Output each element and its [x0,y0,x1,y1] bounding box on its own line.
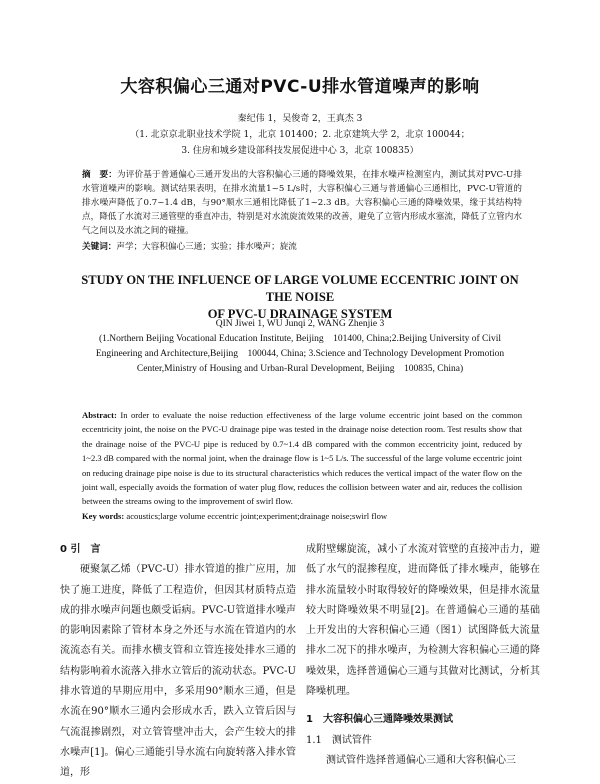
abstract-en-text: In order to evaluate the noise reduction effectiveness of the large volume eccentric joint based on the common eccentricity joint, the noise on the PVC-U drainage pipe was tested in the drainage noise detection room. Test results show that the drainage noise of the PVC-U pipe is reduced by 0.7~1.4 dB compared with the common eccentricity joint, reduced by 1~2.3 dB compared with the normal joint, when the drainage flow is 1~5 L/s. The successful of the large volume eccentric joint on reducing drainage pipe noise is due to its structural characteristics which reduces the vertical impact of the water flow on the joint wall, especially avoids the formation of water plug flow, reduces the collision between water and air, reduces the collision between the streams owing to the improvement of swirl flow. [82,410,522,507]
intro-paragraph-left: 硬聚氯乙烯（PVC-U）排水管道的推广应用，加快了施工进度，降低了工程造价，但因其材质特点造成的排水噪声问题也颇受诟病。PVC-U管道排水噪声的影响因素除了管材本身之外还与水流在管道内的水流流态有关。而排水横支管和立管连接处排水三通的结构影响着水流落入排水立管后的流动状态。PVC-U排水管道的早期应用中，多采用90°顺水三通，但是水流在90°顺水三通内会形成水舌，跌入立管后因与气流混掺剧烈，对立管管壁冲击大，会产生较大的排水噪声[1]。偏心三通能引导水流右向旋转落入排水管道，形 [60,564,296,779]
paper-title-cn: 大容积偏心三通对PVC-U排水管道噪声的影响 [120,77,480,97]
abstract-en-label: Abstract: [82,410,117,420]
affiliation-cn-line-1: （1. 北京京北职业技术学院 1，北京 101400；2. 北京建筑大学 2，北京 100044； [130,130,470,140]
paper-title-en-line-1: STUDY ON THE INFLUENCE OF LARGE VOLUME ECCENTRIC JOINT ON THE NOISE [81,273,519,304]
authors-en: QIN Jiwei 1, WU Junqi 2, WANG Zhenjie 3 [215,319,385,329]
intro-paragraph-right: 成附壁螺旋流，减小了水流对管壁的直接冲击力，避低了水气的混掺程度，进而降低了排水噪声，能够在排水流量较小时取得较好的降噪效果，但是排水流量较大时降噪效果不明显[2]。在普通偏心三通的基础上开发出的大容积偏心三通（图1）试图降低大流量排水二况下的排水噪声，为检测大容积偏心三通的降噪效果，选择普通偏心三通与其做对比测试，分析其降噪机理。 [306,544,540,698]
authors-cn: 秦纪伟 1，吴俊奇 2，王真杰 3 [237,114,363,124]
body-column-left [60,540,296,784]
affiliation-en-line-2: Engineering and Architecture,Beijing 100044, China; 3.Science and Technology Development Promotion [95,349,505,359]
abstract-en [82,408,522,523]
keywords-en-label: Key words: [82,510,125,521]
affiliation-cn-line-2: 3. 住房和城乡建设部科技发展促进中心 3，北京 100835） [181,146,419,156]
paper-title-en [70,272,530,323]
body-column-right [306,540,540,771]
affiliation-en-line-1: (1.Northern Beijing Vocational Education Institute, Beijing 101400, China;2.Beijing University of Civil [98,334,502,344]
section-0-heading: 0 引 言 [60,544,101,555]
keywords-en-text: acoustics;large volume eccentric joint;experiment;drainage noise;swirl flow [126,510,388,521]
paper-title-en-line-2: OF PVC-U DRAINAGE SYSTEM [207,307,393,321]
section-1-heading: 1 大容积偏心三通降噪效果测试 [306,714,453,726]
abstract-cn [82,168,522,238]
keywords-cn-label: 关键词： [82,242,117,252]
keywords-cn [82,240,522,254]
section-1-1-heading: 1.1 测试管件 [306,734,372,746]
abstract-cn-label: 摘 要： [82,170,118,180]
section-1-1-text: 测试管件选择普通偏心三通和大容积偏心三 [326,754,516,766]
keywords-cn-text: 声学；大容积偏心三通；实验；排水噪声；旋流 [116,242,297,252]
abstract-cn-text: 为评价基于普通偏心三通开发出的大容积偏心三通的降噪效果，在排水噪声检测室内，测试其对PVC-U排水管道噪声的影响。测试结果表明，在排水流量1~5 L/s时，大容积偏心三通与普通偏心三通相比，PVC-U管道的排水噪声降低了0.7~1.4 dB，与90°顺水三通相比降低了1~2.3 dB。大容积偏心三通的降噪效果，缘于其结构特点，降低了水流对三通管壁的垂直冲击，特别是对水流旋流效果的改善，避免了立管内形成水塞流，降低了立管内水气之间以及水流之间的碰撞。 [82,170,522,236]
affiliation-en-line-3: Center,Ministry of Housing and Urban-Rural Development, Beijing 100835, China) [136,364,464,374]
keywords-en [82,509,522,523]
